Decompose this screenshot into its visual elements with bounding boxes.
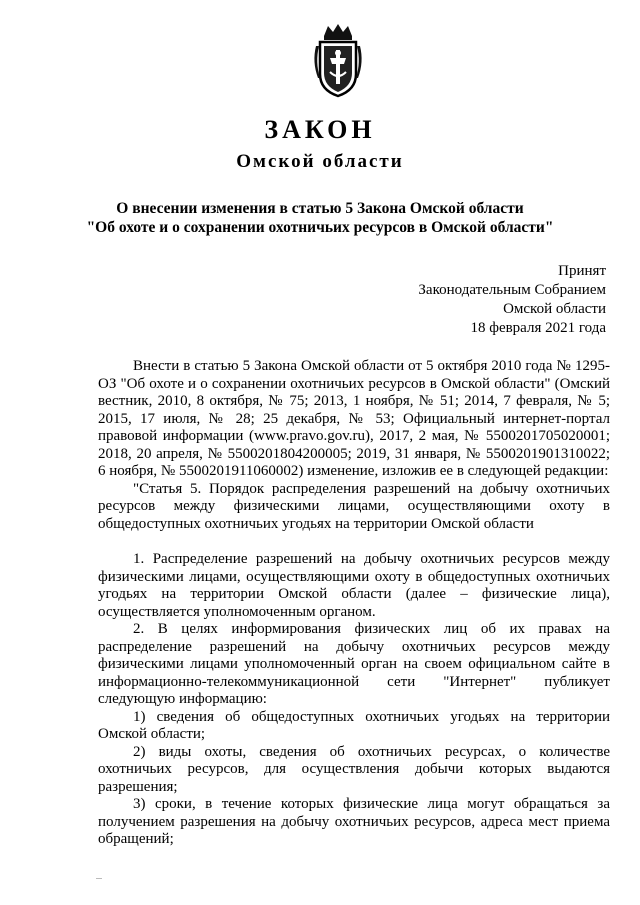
law-region: Омской области: [236, 151, 404, 172]
adoption-date: 18 февраля 2021 года: [470, 320, 606, 336]
law-title: ЗАКОН: [264, 115, 376, 144]
law-subject: [0, 199, 640, 237]
article-heading: "Статья 5. Порядок распределения разрешений на добычу охотничьих ресурсов между физическими лицами, осуществляющими охоту в общедоступных охотничьих угодьях на территории Омской области: [98, 480, 610, 532]
adoption-line: Омской области: [503, 301, 606, 317]
adoption-line: Принят: [558, 263, 606, 279]
law-subject-line: "Об охоте и о сохранении охотничьих ресурсов в Омской области": [86, 219, 554, 236]
intro-paragraph: Внести в статью 5 Закона Омской области от 5 октября 2010 года № 1295-ОЗ "Об охоте и о сохранении охотничьих ресурсов в Омской области" (Омский вестник, 2010, 8 октября, № 75; 2013, 1 ноября, № 51; 2014, 7 февраля, № 5; 2015, 17 июля, № 28; 25 декабря, № 53; Официальный интернет-портал правовой информации (www.pravo.gov.ru), 2017, 2 мая, № 5500201705020001; 2018, 20 апреля, № 5500201804200005; 2019, 31 января, № 5500201901310022; 6 ноября, № 5500201911060002) изменение, изложив ее в следующей редакции:: [98, 358, 610, 479]
adoption-line: Законодательным Собранием: [418, 282, 606, 298]
adoption-block: [418, 262, 606, 338]
scan-artifact: [96, 878, 102, 879]
law-subject-line: О внесении изменения в статью 5 Закона Омской области: [116, 200, 524, 217]
article-item-1: 1. Распределение разрешений на добычу охотничьих ресурсов между физическими лицами, осуществляющими охоту в общедоступных охотничьих угодьях на территории Омской области (далее – физические лица), осуществляется уполномоченным органом.: [98, 551, 610, 620]
omsk-coat-of-arms-icon: [310, 22, 366, 98]
article-item-2: 2. В целях информирования физических лиц об их правах на распределение разрешений на добычу охотничьих ресурсов между физическими лицами уполномоченный орган на своем официальном сайте в информационно-телекоммуникационной сети "Интернет" публикует следующую информацию:: [98, 621, 610, 707]
subitem-1: 1) сведения об общедоступных охотничьих угодьях на территории Омской области;: [98, 708, 610, 742]
subitem-3: 3) сроки, в течение которых физические лица могут обращаться за получением разрешения на добычу охотничьих ресурсов, адреса мест приема обращений;: [98, 796, 610, 847]
subitem-2: 2) виды охоты, сведения об охотничьих ресурсах, о количестве охотничьих ресурсов, для осуществления добычи которых выдаются разрешения;: [98, 743, 610, 795]
document-body: [98, 358, 610, 849]
